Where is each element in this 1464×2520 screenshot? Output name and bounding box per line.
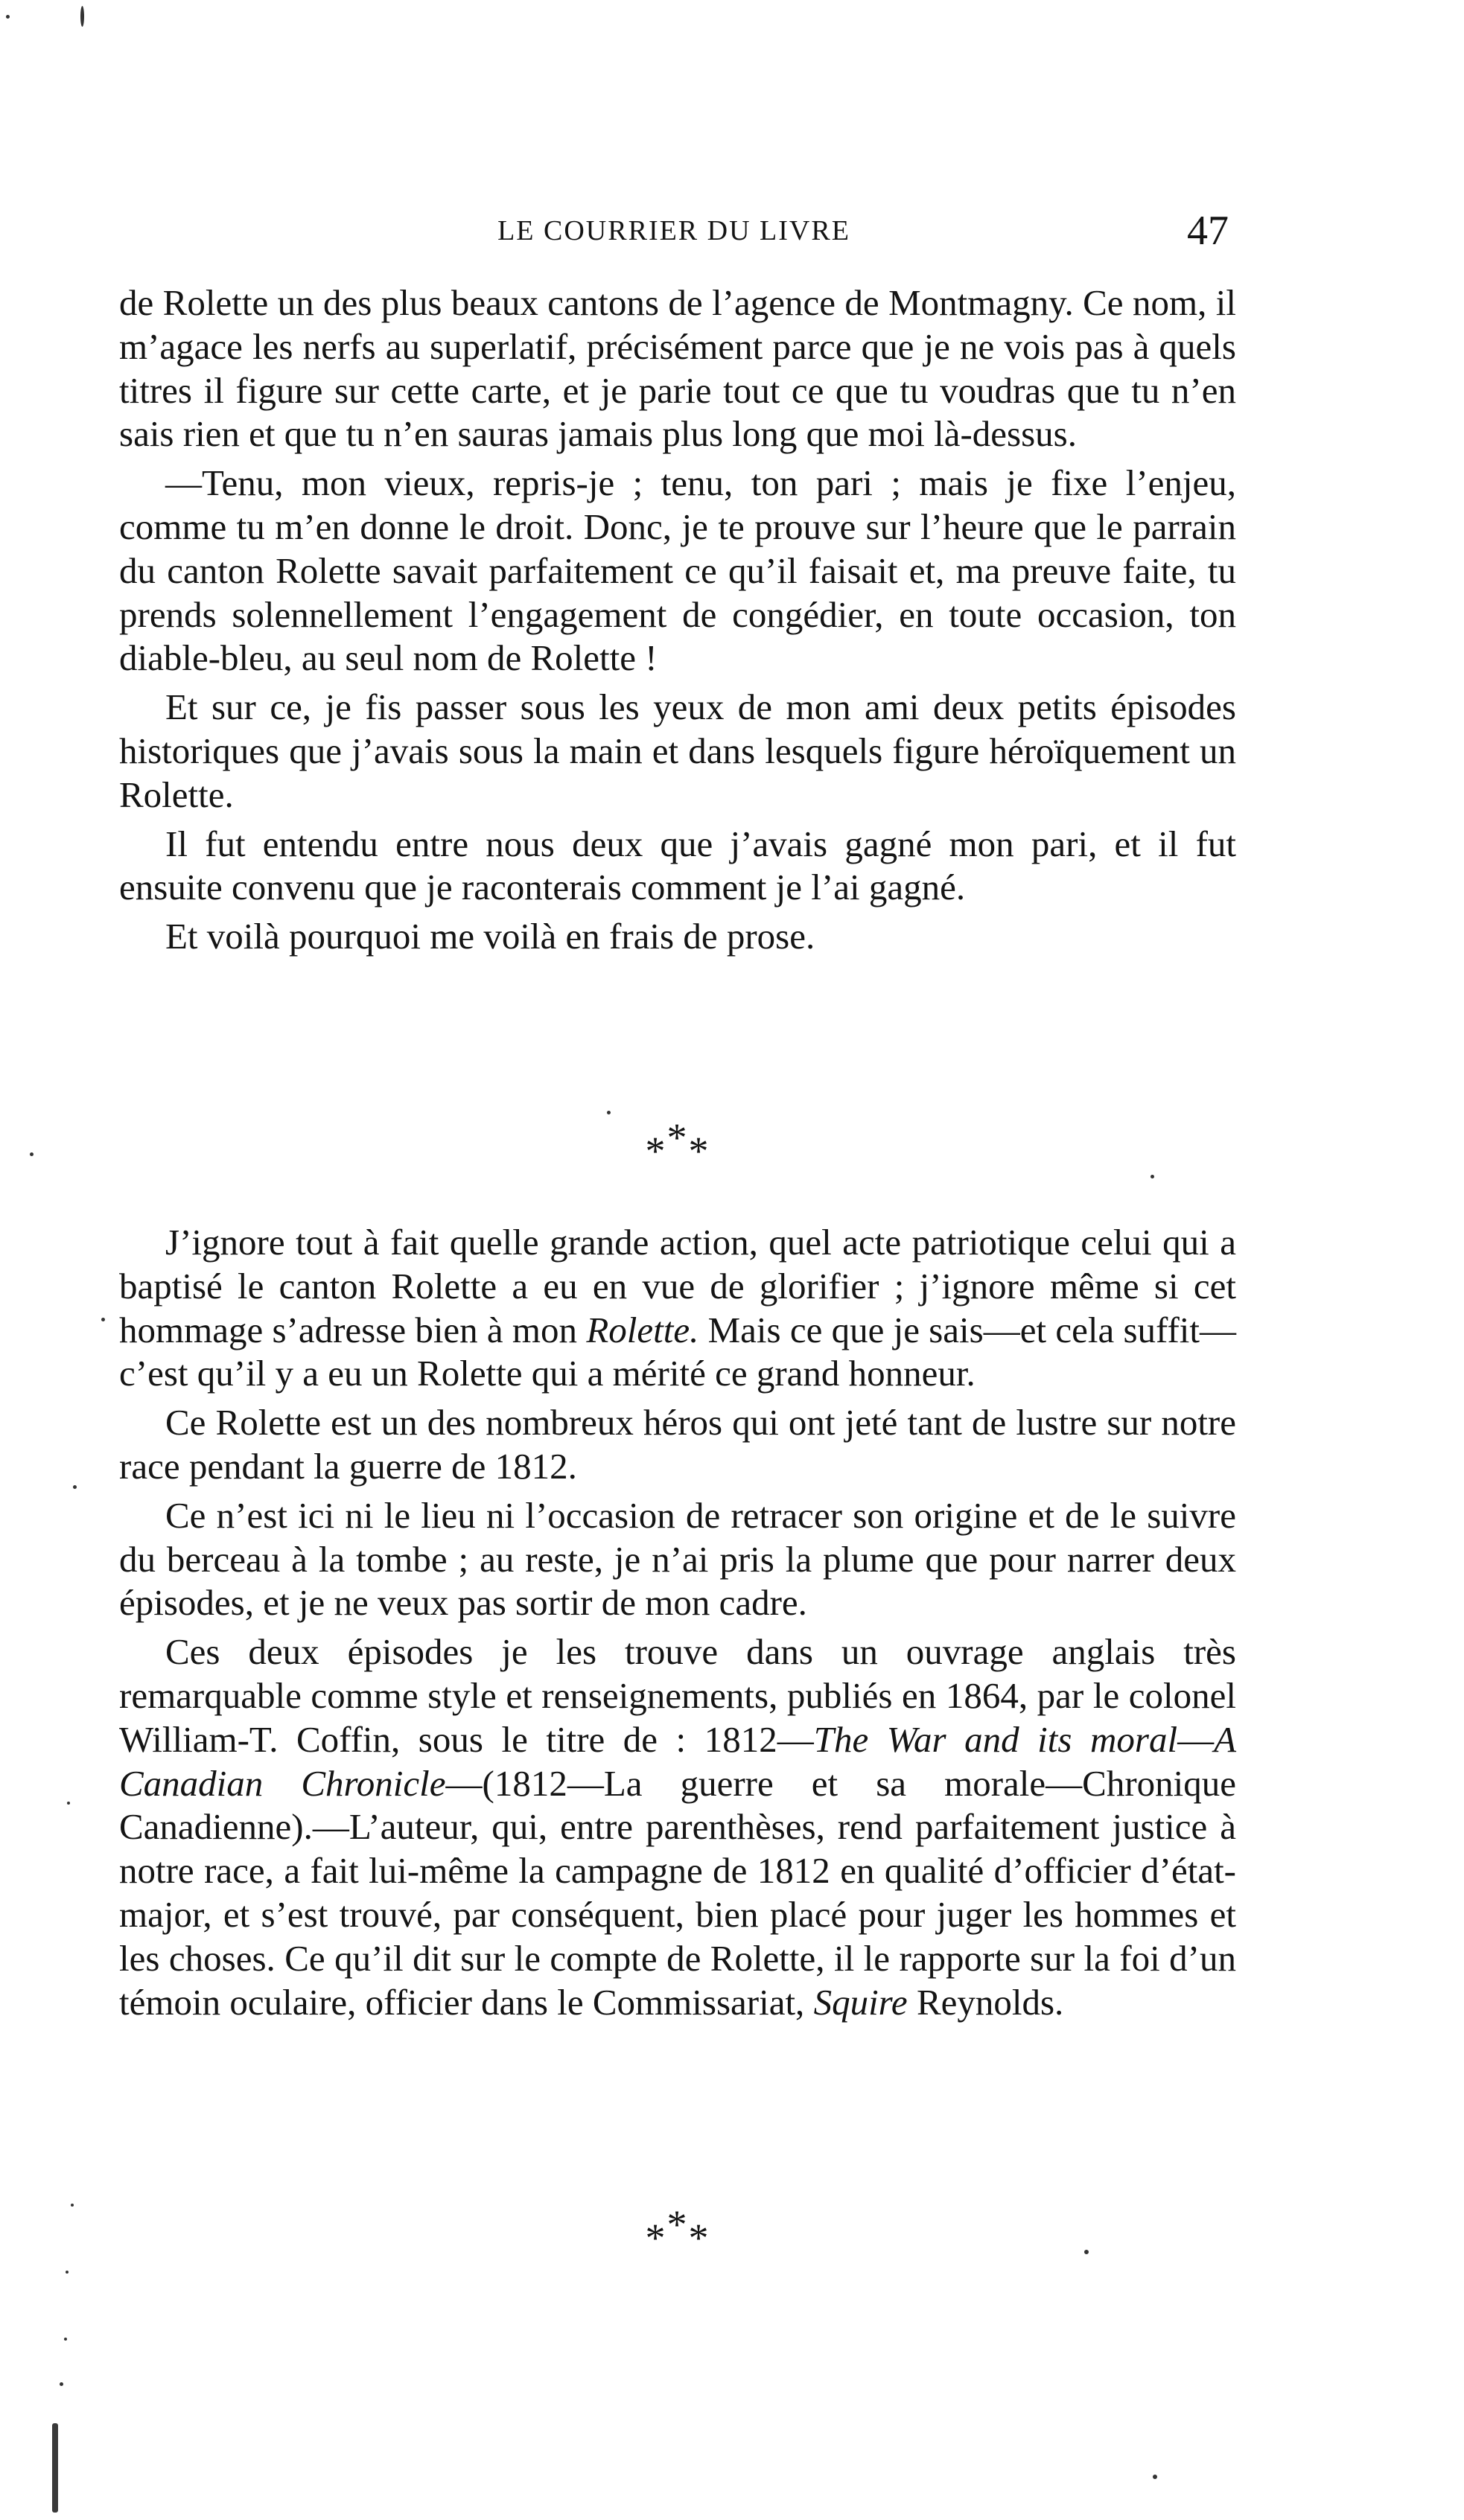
running-head bbox=[119, 201, 1229, 261]
paragraph: Ce Rolette est un des nombreux héros qui ont jeté tant de lustre sur notre race pendant la guerre de 1812. bbox=[119, 1402, 1236, 1487]
text-run: —(1812—La guerre et sa morale—Chronique Canadienne).—L’auteur, qui, entre parenthèses, rend parfaitement justice à notre race, a fait lui-même la campagne de 1812 en qualité d’officier d’état-major, et s’est trouvé, par conséquent, bien placé pour juger les hommes et les choses. Ce qu’il dit sur le compte de Rolette, il le rapporte sur la foi d’un témoin oculaire, officier dans le Commissariat, bbox=[119, 1762, 1236, 2023]
scan-speck bbox=[80, 6, 84, 27]
italic-run: A Canadian Chronicle bbox=[119, 1718, 1236, 1804]
asterisk: * bbox=[688, 1129, 710, 1173]
text-block-2 bbox=[119, 1221, 1236, 2029]
section-separator bbox=[119, 1115, 1236, 1174]
asterisk: * bbox=[666, 1115, 689, 1160]
text-run: — bbox=[1177, 1718, 1215, 1760]
scan-speck bbox=[64, 2338, 67, 2341]
page-number: 47 bbox=[1187, 208, 1229, 254]
scan-speck bbox=[71, 2204, 74, 2207]
scan-speck bbox=[6, 15, 10, 19]
text-run: Mais ce que je sais—et cela suffit—c’est qu’il y a eu un Rolette qui a mérité ce grand honneur. bbox=[119, 1309, 1236, 1394]
paragraph: de Rolette un des plus beaux cantons de l’agence de Montmagny. Ce nom, il m’agace les nerfs au superlatif, précisément parce que je ne vois pas à quels titres il figure sur cette carte, et je parie tout ce que tu voudras que tu n’en sais rien et que tu n’en sauras jamais plus long que moi là-dessus. bbox=[119, 282, 1236, 455]
text-run: Ces deux épisodes je les trouve dans un ouvrage anglais très remarquable comme style et renseignements, publiés en 1864, par le colonel William-T. Coffin, sous le titre de : 1812— bbox=[119, 1631, 1236, 1760]
text-block-1 bbox=[119, 281, 1236, 964]
italic-run: Squire bbox=[813, 1981, 908, 2023]
running-title: LE COURRIER DU LIVRE bbox=[497, 215, 850, 246]
scan-speck bbox=[1153, 2475, 1157, 2479]
paragraph: Et voilà pourquoi me voilà en frais de prose. bbox=[165, 916, 815, 957]
scan-speck bbox=[607, 1111, 611, 1114]
scan-speck bbox=[1084, 2250, 1089, 2254]
scan-speck bbox=[1150, 1175, 1154, 1178]
text-run: J’ignore tout à fait quelle grande action, quel acte patriotique celui qui a baptisé le canton Rolette a eu en vue de glorifier ; j’ignore même si cet hommage s’adresse bien à mon bbox=[119, 1222, 1236, 1350]
asterisk: * bbox=[666, 2202, 689, 2247]
italic-run: The War and its moral bbox=[813, 1718, 1178, 1760]
scan-speck bbox=[101, 1318, 105, 1321]
scan-speck bbox=[67, 1802, 70, 1805]
section-separator bbox=[119, 2202, 1236, 2261]
binding-edge-mark bbox=[52, 2423, 58, 2513]
paragraph: Il fut entendu entre nous deux que j’avais gagné mon pari, et il fut ensuite convenu que je raconterais comment je l’ai gagné. bbox=[119, 823, 1236, 908]
asterisk: * bbox=[645, 1129, 667, 1173]
paragraph: —Tenu, mon vieux, repris-je ; tenu, ton pari ; mais je fixe l’enjeu, comme tu m’en donne le droit. Donc, je te prouve sur l’heure que le parrain du canton Rolette savait parfaitement ce qu’il faisait et, ma preuve faite, tu prends solennellement l’engagement de congédier, en toute occasion, ton diable-bleu, au seul nom de Rolette ! bbox=[119, 462, 1236, 679]
asterisk: * bbox=[688, 2216, 710, 2260]
paragraph: Ce n’est ici ni le lieu ni l’occasion de retracer son origine et de le suivre du berceau à la tombe ; au reste, je n’ai pris la plume que pour narrer deux épisodes, et je ne veux pas sortir de mon cadre. bbox=[119, 1494, 1236, 1624]
scan-speck bbox=[66, 2271, 69, 2274]
asterisk: * bbox=[645, 2216, 667, 2260]
paragraph: Et sur ce, je fis passer sous les yeux de mon ami deux petits épisodes historiques que j’avais sous la main et dans lesquels figure héroïquement un Rolette. bbox=[119, 686, 1236, 815]
paragraph bbox=[119, 1630, 1236, 2024]
scan-speck bbox=[60, 2382, 63, 2386]
text-run: Reynolds. bbox=[907, 1981, 1064, 2023]
scan-speck bbox=[73, 1485, 77, 1489]
scan-speck bbox=[30, 1152, 34, 1156]
paragraph bbox=[119, 1221, 1236, 1396]
italic-run: Rolette. bbox=[586, 1309, 699, 1350]
